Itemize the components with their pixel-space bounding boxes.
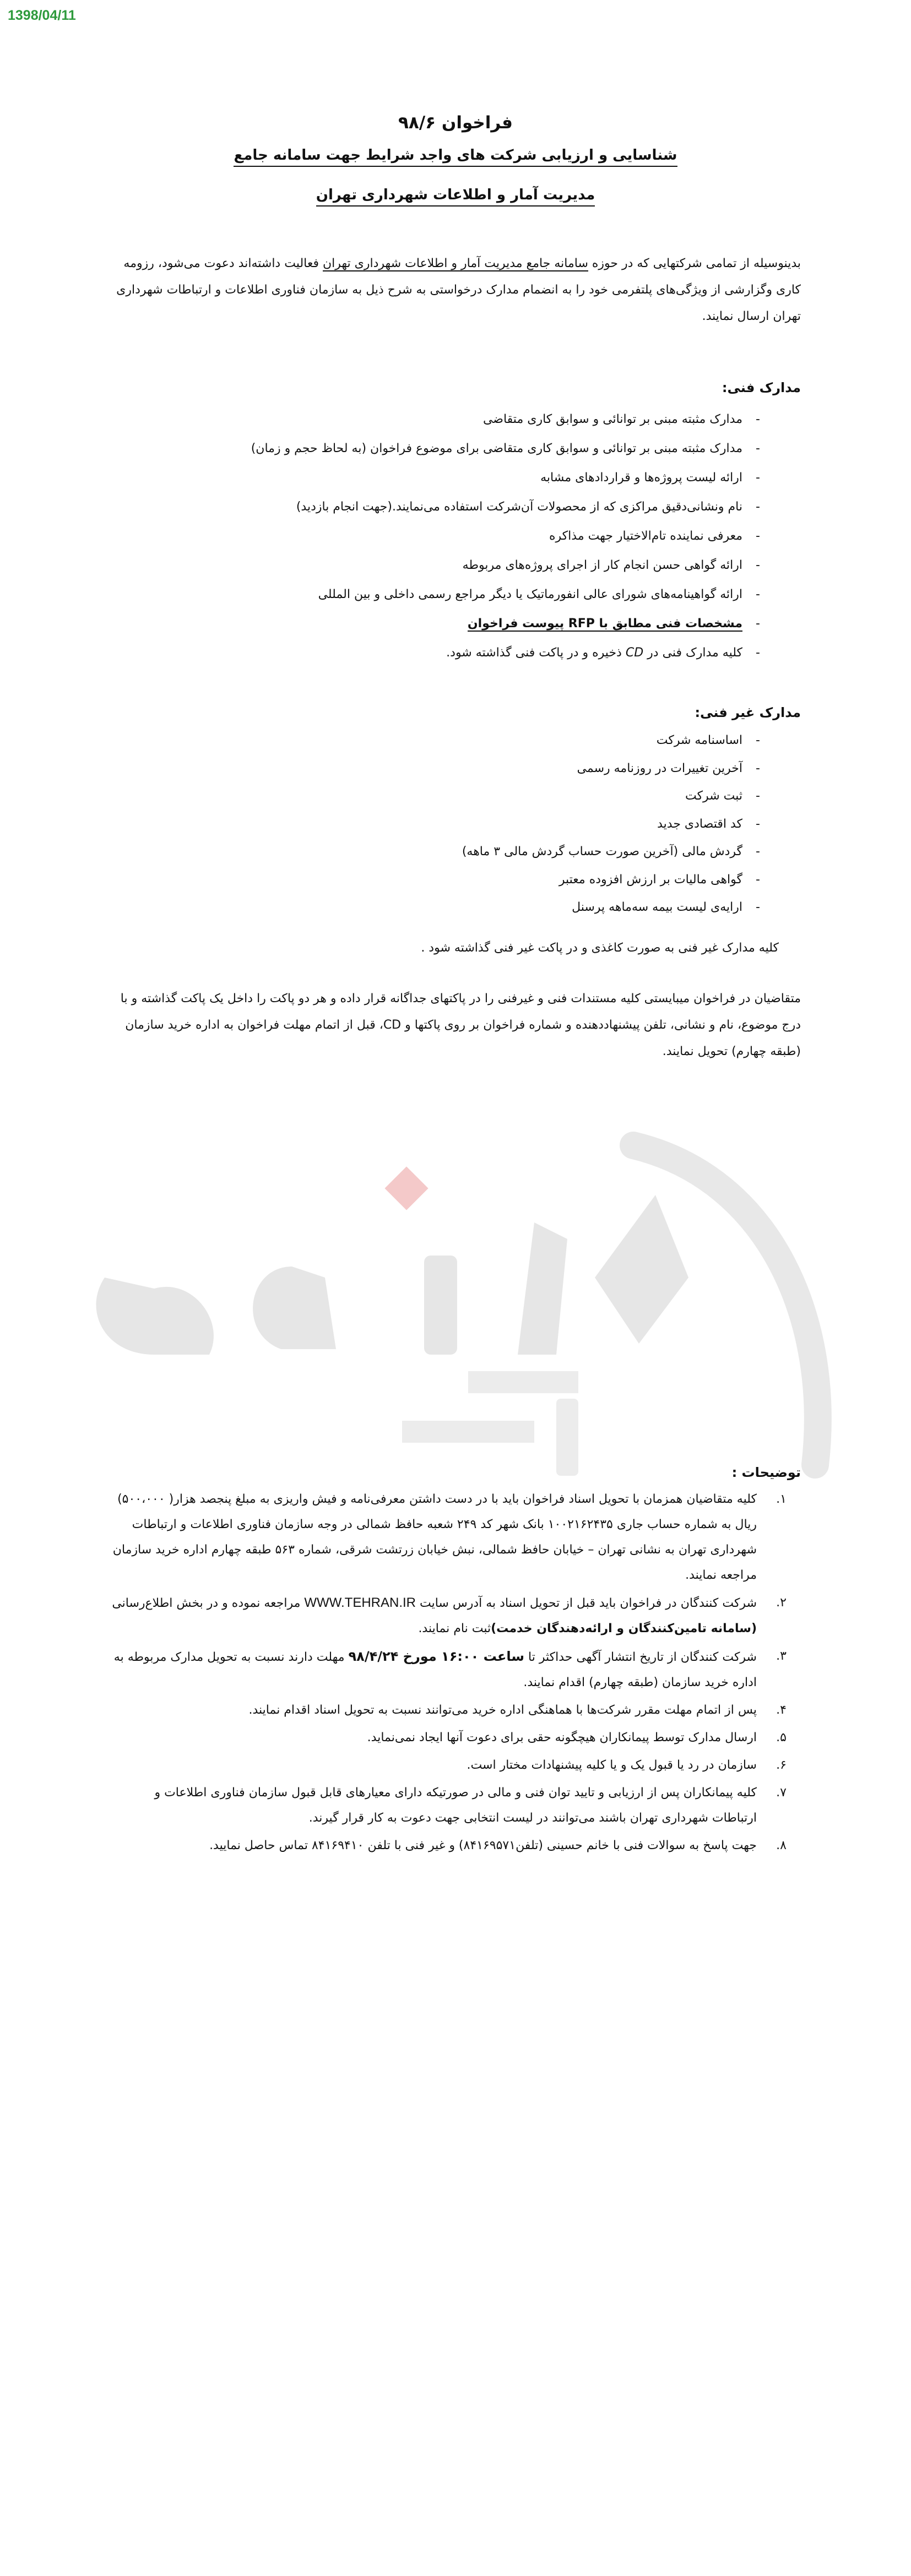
note-text-after: ثبت نام نمایند. (418, 1622, 491, 1635)
list-item: - گواهی مالیات بر ارزش افزوده معتبر (110, 866, 801, 894)
non-technical-docs-list (110, 727, 801, 922)
list-item-rfp (110, 609, 801, 638)
list-item: - ارائه لیست پروژه‌ها و قراردادهای مشابه (110, 463, 801, 492)
list-item: - مدارک مثبته مبنی بر توانائی و سوابق کاری متقاضی برای موضوع فراخوان (به لحاظ حجم و زمان) (110, 434, 801, 463)
deadline-text: ساعت ۱۶:۰۰ مورخ ۹۸/۴/۲۴ (348, 1649, 525, 1664)
note-text-middle: مراجعه نموده و در بخش اطلاع‌رسانی (112, 1596, 305, 1610)
document-header (110, 113, 801, 206)
document-subtitle-2: مدیریت آمار و اطلاعات شهرداری تهران (316, 187, 595, 206)
intro-paragraph (110, 251, 801, 330)
note-number: ۷. (776, 1786, 787, 1800)
tehran-site-link[interactable]: WWW.TEHRAN.IR (304, 1595, 416, 1610)
note-number: ۵. (776, 1731, 787, 1744)
note-item (110, 1753, 801, 1778)
note-number: ۴. (776, 1703, 787, 1717)
list-item: - ثبت شرکت (110, 782, 801, 811)
list-item: - نام ونشانی‌دقیق مراکزی که از محصولات آن‌شرکت استفاده می‌نمایند.(جهت انجام بازدید) (110, 492, 801, 521)
list-item: - ارائه گواهی حسن انجام کار از اجرای پروژه‌های مربوطه (110, 551, 801, 580)
note-text: کلیه متقاضیان همزمان با تحویل اسناد فراخوان باید با در دست داشتن معرفی‌نامه و فیش واریزی به مبلغ پنجصد هزار( ۵۰۰،۰۰۰) ریال به شماره حساب جاری ۱۰۰۲۱۶۲۴۳۵ بانک شهر کد ۲۴۹ شعبه حافظ شمالی در وجه سازمان فناوری اطلاعات و ارتباطات شهرداری تهران به نشانی تهران – خیابان حافظ شمالی، نبش خیابان زرتشت شرقی، شماره ۵۶۳ طبقه چهارم اداره خرید سازمان مراجعه نمایند. (112, 1492, 757, 1582)
cd-item-after: ذخیره و در پاکت فنی گذاشته شود. (446, 646, 626, 660)
list-item: - آخرین تغییرات در روزنامه رسمی (110, 755, 801, 783)
note-item (110, 1780, 801, 1831)
notes-title: توضیحات : (731, 1465, 801, 1480)
cd-item-cd: CD (625, 646, 644, 660)
list-item: - گردش مالی (آخرین صورت حساب گردش مالی ۳ ماهه) (110, 838, 801, 866)
list-item: - ارائه گواهینامه‌های شورای عالی انفورماتیک یا دیگر مراجع رسمی داخلی و بین المللی (110, 580, 801, 609)
note-text: کلیه پیمانکاران پس از ارزیابی و تایید توان فنی و مالی در صورتیکه دارای معیارهای قابل قبول سازمان فناوری اطلاعات و ارتباطات شهرداری تهران باشند می‌توانند در لیست انتخابی جهت دعوت به کار قرار گیرند. (154, 1786, 757, 1825)
list-item: - مدارک مثبته مبنی بر توانائی و سوابق کاری متقاضی (110, 405, 801, 434)
note-number: ۶. (776, 1758, 787, 1772)
document-page (110, 0, 801, 2576)
list-item-cd (110, 638, 801, 667)
non-technical-note: کلیه مدارک غیر فنی به صورت کاغذی و در پاکت غیر فنی گذاشته شود . (421, 941, 779, 955)
note-item (110, 1487, 801, 1588)
note-text-before: شرکت کنندگان از تاریخ انتشار آگهی حداکثر تا (524, 1650, 757, 1664)
list-item: - کد اقتصادی جدید (110, 811, 801, 839)
note-number: ۳. (776, 1649, 787, 1663)
document-title: فراخوان ۹۸/۶ (398, 113, 513, 133)
notes-list (110, 1487, 801, 1861)
note-number: ۱. (776, 1492, 787, 1506)
note-text-after: مهلت دارند نسبت به تحویل مدارک مربوطه به اداره خرید سازمان (طبقه چهارم) اقدام نمایند. (113, 1650, 757, 1689)
note-item (110, 1725, 801, 1751)
note-text: پس از اتمام مهلت مقرر شرکت‌ها با هماهنگی اداره خرید می‌توانند نسبت به تحویل اسناد اقدام نمایند. (248, 1703, 757, 1717)
submission-paragraph: متقاضیان در فراخوان میبایستی کلیه مستندات فنی و غیرفنی را در پاکتهای جداگانه قرار داده و هر دو پاکت را داخل یک پاکت گذاشته و با درج موضوع، نام و نشانی، تلفن پیشنهاددهنده و شماره فراخوان بر روی پاکتها و CD، قبل از اتمام مهلت فراخوان به اداره خرید سازمان (طبقه چهارم) تحویل نمایند. (120, 992, 801, 1058)
intro-text-1: بدینوسیله از تمامی شرکتهایی که در حوزه (588, 257, 801, 270)
note-number: ۲. (776, 1596, 787, 1610)
note-item (110, 1833, 801, 1858)
intro-text-2: فعالیت داشته‌اند دعوت می‌شود، رزومه کاری وگزارشی از ویژگی‌های پلتفرمی خود را به انضمام مدارک درخواستی به شرح ذیل به سازمان فناوری اطلاعات و ارتباطات شهرداری تهران ارسال نمایند. (116, 257, 801, 323)
note-text: ارسال مدارک توسط پیمانکاران هیچگونه حقی برای دعوت آنها ایجاد نمی‌نماید. (367, 1731, 757, 1744)
list-item: - معرفی نماینده تام‌الاختیار جهت مذاکره (110, 521, 801, 551)
intro-underlined: سامانه جامع مدیریت آمار و اطلاعات شهرداری تهران (323, 257, 588, 270)
date-stamp: 1398/04/11 (8, 8, 76, 23)
note-text: سازمان در رد یا قبول یک و یا کلیه پیشنهادات مختار است. (467, 1758, 757, 1772)
list-item: - ارایه‌ی لیست بیمه سه‌ماهه پرسنل (110, 894, 801, 922)
note-item (110, 1590, 801, 1642)
non-technical-docs-title: مدارک غیر فنی: (695, 705, 801, 720)
note-number: ۸. (776, 1839, 787, 1852)
note-text-before: شرکت کنندگان در فراخوان باید قبل از تحویل اسناد به آدرس سایت (416, 1596, 757, 1610)
document-subtitle-1: شناسایی و ارزیابی شرکت های واجد شرایط جهت سامانه جامع (234, 147, 677, 167)
rfp-item-text: مشخصات فنی مطابق با RFP پیوست فراخوان (467, 617, 742, 631)
note-item (110, 1644, 801, 1695)
cd-item-before: کلیه مدارک فنی در (643, 646, 742, 660)
technical-docs-list (110, 405, 801, 667)
note-item (110, 1698, 801, 1723)
note-text: جهت پاسخ به سوالات فنی با خانم حسینی (تلفن۸۴۱۶۹۵۷۱) و غیر فنی با تلفن ۸۴۱۶۹۴۱۰ تماس حاصل نمایید. (209, 1839, 757, 1852)
list-item: - اساسنامه شرکت (110, 727, 801, 755)
technical-docs-title: مدارک فنی: (722, 380, 801, 395)
note-text-bold: (سامانه تامین‌کنندگان و ارائه‌دهندگان خدمت) (491, 1622, 757, 1635)
